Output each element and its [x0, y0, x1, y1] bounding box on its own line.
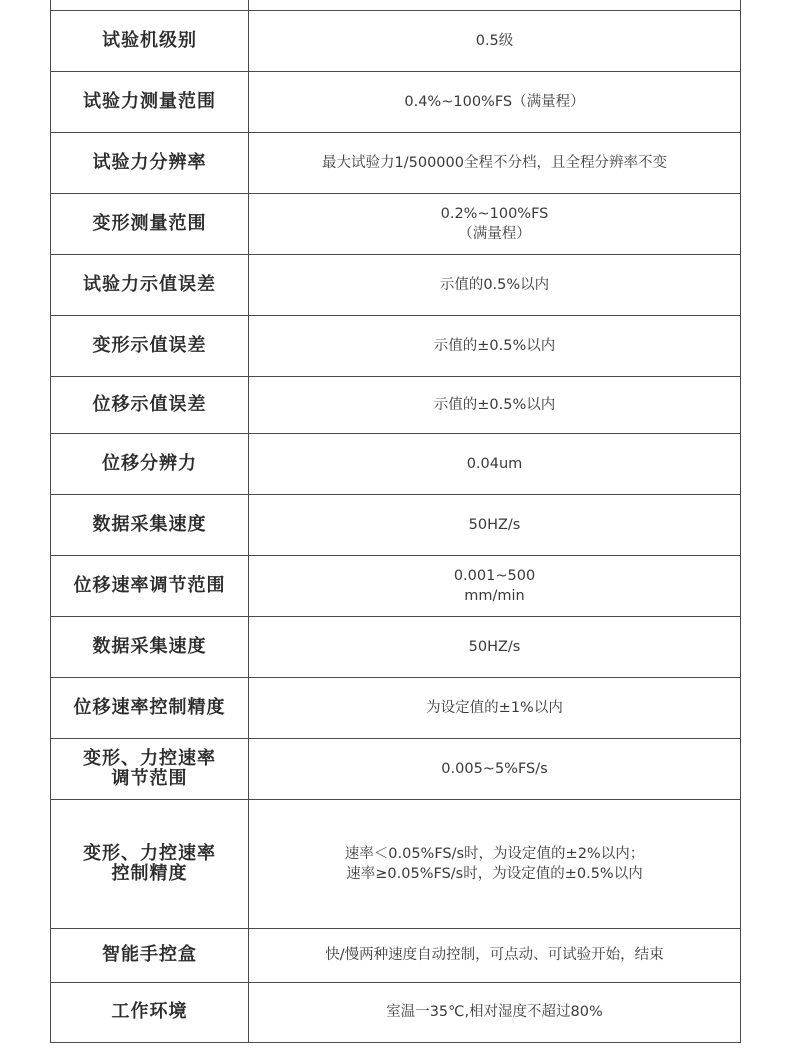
table-row [51, 928, 741, 982]
spec-value: 为设定值的±1%以内 [426, 699, 563, 716]
spec-label: 智能手控盒 [102, 944, 197, 965]
table-row [51, 71, 741, 132]
table-row [51, 315, 741, 376]
spec-value-cell [249, 555, 741, 616]
spec-label-cell [51, 928, 249, 982]
spec-label-cell [51, 433, 249, 494]
table-row [51, 616, 741, 677]
top-edge-right-cell [249, 0, 741, 10]
table-row [51, 254, 741, 315]
spec-label: 试验力分辨率 [92, 151, 207, 173]
spec-value: 0.4%~100%FS（满量程） [404, 93, 585, 110]
spec-label: 数据采集速度 [92, 635, 207, 657]
spec-value: 示值的0.5%以内 [439, 276, 550, 293]
spec-label-cell [51, 132, 249, 193]
spec-label-line-1: 变形、力控速率 [83, 842, 216, 864]
table-row [51, 738, 741, 799]
spec-label-line-1: 变形、力控速率 [83, 747, 216, 769]
spec-label-cell [51, 254, 249, 315]
spec-label: 试验机级别 [102, 29, 197, 51]
table-row [51, 677, 741, 738]
spec-value-cell [249, 376, 741, 433]
spec-label: 数据采集速度 [92, 513, 207, 535]
spec-label: 变形示值误差 [92, 334, 207, 356]
spec-label-cell [51, 193, 249, 254]
spec-label: 位移速率调节范围 [73, 574, 226, 596]
spec-value-cell [249, 799, 741, 928]
spec-table-body [51, 0, 741, 1042]
spec-value-cell [249, 494, 741, 555]
table-row [51, 555, 741, 616]
spec-value: 0.005~5%FS/s [441, 760, 548, 777]
spec-table [50, 0, 741, 1043]
spec-value: 50HZ/s [468, 516, 521, 533]
spec-label-cell [51, 71, 249, 132]
spec-label-cell [51, 555, 249, 616]
spec-value-cell [249, 193, 741, 254]
spec-label: 位移示值误差 [92, 393, 207, 415]
spec-label: 工作环境 [111, 1001, 188, 1022]
spec-value-cell [249, 738, 741, 799]
spec-value: 室温一35℃,相对湿度不超过80% [386, 1004, 603, 1020]
table-row [51, 10, 741, 71]
table-row [51, 494, 741, 555]
spec-label-cell [51, 315, 249, 376]
spec-value-line-1: 0.2%~100%FS [440, 205, 549, 222]
spec-label-cell [51, 677, 249, 738]
spec-value: 快/慢两种速度自动控制，可点动、可试验开始，结束 [325, 947, 664, 963]
spec-value-cell [249, 254, 741, 315]
spec-label: 位移分辨力 [102, 452, 197, 474]
spec-label-cell [51, 376, 249, 433]
spec-value-cell [249, 132, 741, 193]
spec-value-cell [249, 677, 741, 738]
spec-value-line-2: （满量程） [458, 225, 531, 242]
table-row [51, 433, 741, 494]
spec-value: 最大试验力1/500000全程不分档，且全程分辨率不变 [322, 154, 667, 171]
top-edge-left-cell [51, 0, 249, 10]
spec-label-cell [51, 494, 249, 555]
spec-value-cell [249, 616, 741, 677]
table-row [51, 982, 741, 1042]
spec-value-cell [249, 10, 741, 71]
spec-value: 0.5级 [475, 32, 514, 49]
spec-label: 变形测量范围 [92, 212, 207, 234]
spec-label-cell [51, 10, 249, 71]
spec-label-line-2: 控制精度 [111, 862, 188, 884]
spec-value-line-2: 速率≥0.05%FS/s时，为设定值的±0.5%以内 [346, 865, 643, 882]
table-row [51, 376, 741, 433]
spec-label-cell [51, 616, 249, 677]
spec-value-cell [249, 315, 741, 376]
table-row [51, 799, 741, 928]
table-row [51, 193, 741, 254]
spec-value-cell [249, 928, 741, 982]
spec-value-line-1: 速率＜0.05%FS/s时，为设定值的±2%以内； [344, 845, 645, 862]
spec-label: 试验力示值误差 [83, 273, 216, 295]
spec-label: 试验力测量范围 [83, 90, 216, 112]
spec-label-line-2: 调节范围 [111, 767, 188, 789]
spec-label-cell [51, 799, 249, 928]
spec-value-cell [249, 982, 741, 1042]
spec-value-line-1: 0.001~500 [453, 567, 536, 584]
table-top-edge [51, 0, 741, 10]
spec-value-line-2: mm/min [464, 587, 525, 604]
spec-label-cell [51, 982, 249, 1042]
spec-label-cell [51, 738, 249, 799]
spec-label: 位移速率控制精度 [73, 696, 226, 718]
spec-value: 50HZ/s [468, 638, 521, 655]
spec-value: 0.04um [466, 455, 523, 472]
spec-value: 示值的±0.5%以内 [433, 396, 556, 413]
spec-value-cell [249, 71, 741, 132]
table-row [51, 132, 741, 193]
spec-value-cell [249, 433, 741, 494]
spec-value: 示值的±0.5%以内 [433, 337, 556, 354]
